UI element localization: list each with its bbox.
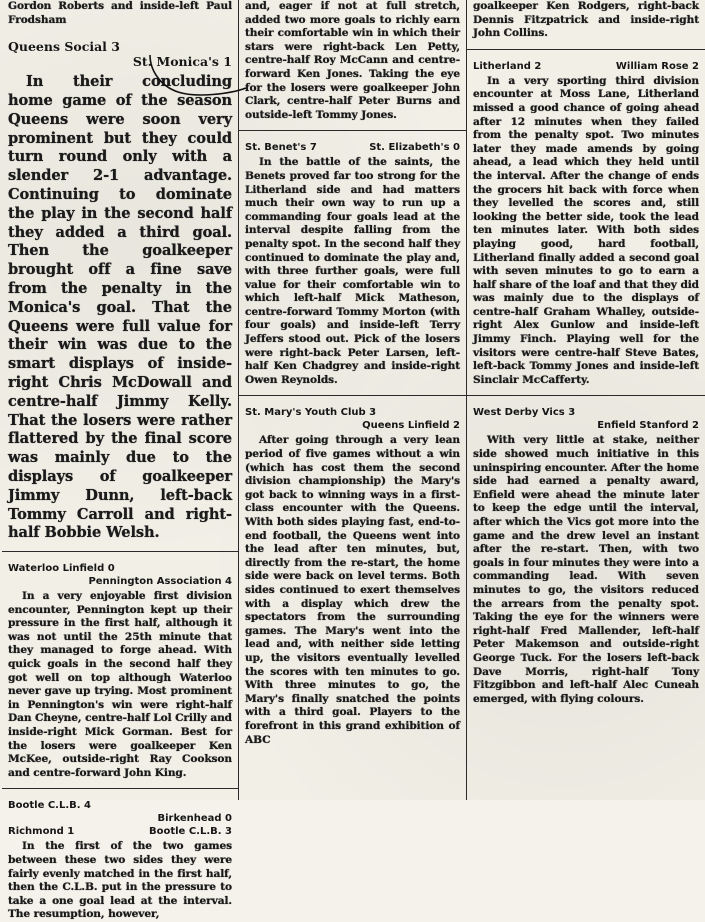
column-2 bbox=[238, 0, 466, 800]
home-team-score: Richmond 1 bbox=[8, 826, 75, 838]
match-report: In their concluding home game of the season Queens were soon very prominent but they could turn round only with a slender 2-1 advantage. Continuing to dominate the play in the second half they added a third goal. Then the goalkeeper brought off a fine save from the penalty in the Monica's goal. That the Queens were full value for their win was due to the smart displays of inside-right Chris McDowall and centre-half Jimmy Kelly. That the losers were rather flattered by the final score was mainly due to the displays of goalkeeper Jimmy Dunn, left-back Tommy Carroll and right-half Bobbie Welsh. bbox=[8, 73, 232, 542]
score-line bbox=[245, 141, 460, 154]
match-heading bbox=[8, 799, 232, 838]
score-line-2 bbox=[8, 825, 232, 838]
match-heading bbox=[473, 60, 699, 73]
away-team-score: Queens Linfield 2 bbox=[362, 420, 460, 432]
home-team-score: Bootle C.L.B. 4 bbox=[8, 800, 92, 812]
article-continuation: and, eager if not at full stretch, added two more goals to richly earn their comfortable win in which their stars were right-back Len Petty, centre-half Roy McCann and centre-forward Ken Jones. Taking the eye for the losers were goalkeeper John Clark, centre-half Peter Burns and outside-left Tommy Jones. bbox=[245, 0, 460, 121]
divider bbox=[2, 788, 238, 789]
column-1 bbox=[0, 0, 238, 921]
match-report: After going through a very lean period of five games without a win (which has cost them the second division championship) the Mary's got back to winning ways in a first-class encounter with the Queens. With both sides playing fast, end-to-end football, the Queens went into the lead after ten minutes, but, directly from the re-start, the home side were back on level terms. Both sides continued to exert themselves with a display which drew the spectators from the surrounding games. The Mary's went into the lead and, with neither side letting up, the visitors eventually levelled the scores with ten minutes to go. With three minutes to go, the Mary's finally snatched the points with a third goal. Players to the forefront in this grand exhibition of ABC bbox=[245, 434, 460, 746]
home-team-score: Waterloo Linfield 0 bbox=[8, 563, 115, 575]
home-team-score: St. Benet's 7 bbox=[245, 142, 317, 154]
away-team-score: St. Elizabeth's 0 bbox=[369, 142, 460, 154]
home-team-score: St. Mary's Youth Club 3 bbox=[245, 407, 377, 419]
divider bbox=[239, 130, 466, 131]
away-team-score: Enfield Stanford 2 bbox=[597, 420, 699, 432]
match-report: In a very sporting third division encounter at Moss Lane, Litherland missed a good chance of going ahead after 12 minutes when they failed from the penalty spot. Two minutes later they made amends by going ahead, a lead which they held until the interval. After the change of ends the grocers hit back with force when they levelled the scores and, still looking the better side, took the lead ten minutes later. With both sides playing good, hard football, Litherland finally added a second goal with seven minutes to go to earn a half share of the loaf and that they did was mainly due to the displays of centre-half Graham Whalley, outside-right Alex Gunlow and inside-left Jimmy Finch. Playing well for the visitors were centre-half Steve Bates, left-back Tommy Jones and inside-left Sinclair McCafferty. bbox=[473, 74, 699, 386]
column-3 bbox=[466, 0, 705, 800]
match-report: With very little at stake, neither side showed much initiative in this uninspiring encounter. After the home side had earned a penalty award, Enfield were ahead the minute later to keep the edge until the interval, after which the Vics got more into the game and the drew level an instant after the re-start. Then, with two goals in four minutes they were into a commanding lead. With seven minutes to go, the visitors reduced the arrears from the penalty spot. Taking the eye for the winners were right-half Fred Mallender, left-half Peter Makemson and outside-right George Tuck. For the losers left-back Dave Morris, right-half Tony Fitzgibbon and left-half Alec Cuneah emerged, with flying colours. bbox=[473, 434, 699, 705]
divider bbox=[239, 395, 466, 396]
match-report: In a very enjoyable first division encounter, Pennington kept up their pressure in the first half, although it was not until the 25th minute that they managed to forge ahead. With quick goals in the second half they got well on top although Waterloo never gave up trying. Most prominent in Pennington's win were right-half Dan Cheyne, centre-half Lol Crilly and inside-right Mick Gorman. Best for the losers were goalkeeper Ken McKee, outside-right Ray Cookson and centre-forward John King. bbox=[8, 590, 232, 779]
away-team-score: Birkenhead 0 bbox=[157, 813, 232, 825]
divider bbox=[467, 395, 705, 396]
match-heading bbox=[245, 406, 460, 432]
match-heading bbox=[8, 39, 232, 69]
match-report: In the battle of the saints, the Benets proved far too strong for the Litherland side and had matters much their own way to run up a commanding four goals lead at the interval despite falling from the penalty spot. In the second half they continued to dominate the play and, with three further goals, were full value for their comfortable win to which left-half Mick Matheson, centre-forward Tommy Morton (with four goals) and inside-left Terry Jeffers stood out. Pick of the losers were right-back Peter Larsen, left-half Ken Chadgrey and inside-right Owen Reynolds. bbox=[245, 156, 460, 386]
away-team-score: Bootle C.L.B. 3 bbox=[148, 826, 232, 838]
divider bbox=[467, 49, 705, 50]
away-team-score: St. Monica's 1 bbox=[132, 54, 232, 70]
match-heading bbox=[8, 562, 232, 588]
match-heading bbox=[245, 141, 460, 154]
score-line bbox=[473, 60, 699, 73]
match-heading bbox=[473, 406, 699, 432]
home-team-score: Queens Social 3 bbox=[8, 39, 120, 55]
divider bbox=[2, 551, 238, 552]
match-report: In the first of the two games between these two sides they were fairly evenly matched in the first half, then the C.L.B. put in the pressure to take a one goal lead at the interval. The resumption, however, bbox=[8, 840, 232, 921]
article-continuation: Gordon Roberts and inside-left Paul Frodsham bbox=[8, 0, 232, 26]
home-team-score: West Derby Vics 3 bbox=[473, 407, 576, 419]
away-team-score: William Rose 2 bbox=[615, 60, 699, 72]
article-continuation: goalkeeper Ken Rodgers, right-back Dennis Fitzpatrick and inside-right John Collins. bbox=[473, 0, 699, 40]
home-team-score: Litherland 2 bbox=[473, 60, 542, 72]
away-team-score: Pennington Association 4 bbox=[88, 576, 232, 588]
